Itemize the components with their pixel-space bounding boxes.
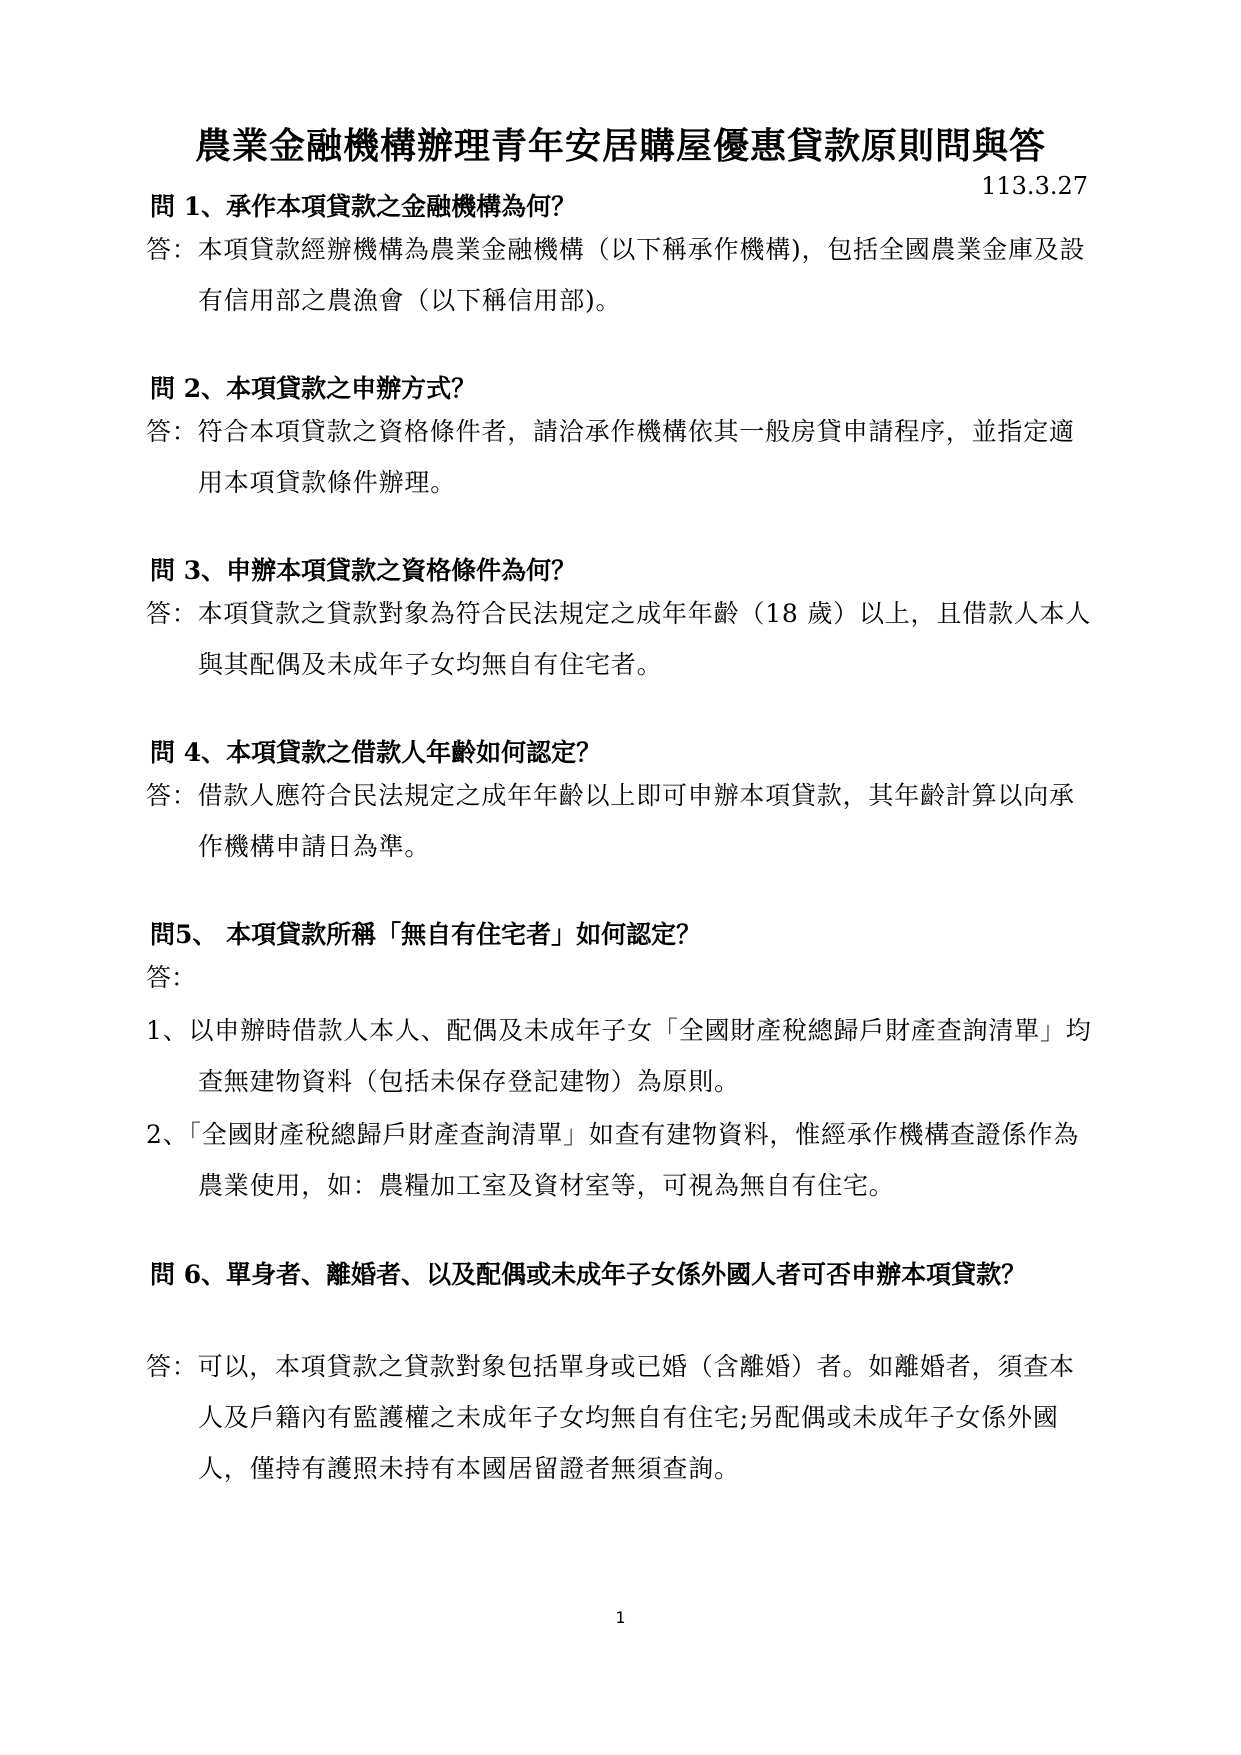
- answer-4: 答：借款人應符合民法規定之成年年齡以上即可申辦本項貸款，其年齡計算以向承作機構申請日為準。: [146, 781, 1075, 861]
- answer-6: 答：可以，本項貸款之貸款對象包括單身或已婚（含離婚）者。如離婚者，須查本人及戶籍內有監護權之未成年子女均無自有住宅;另配偶或未成年子女係外國人，僅持有護照未持有本國居留證者無須查詢。: [146, 1352, 1075, 1483]
- question-1: 問 1、承作本項貸款之金融機構為何？: [150, 192, 577, 221]
- answer-5-item-1: 1、以申辦時借款人本人、配偶及未成年子女「全國財產稅總歸戶財產查詢清單」均查無建物資料（包括未保存登記建物）為原則。: [146, 1016, 1092, 1096]
- question-3: 問 3、申辦本項貸款之資格條件為何？: [150, 556, 577, 585]
- question-6: 問 6、單身者、離婚者、以及配偶或未成年子女係外國人者可否申辦本項貸款？: [150, 1260, 1027, 1289]
- question-5: 問5、 本項貸款所稱「無自有住宅者」如何認定？: [150, 920, 702, 949]
- answer-2: 答：符合本項貸款之資格條件者，請洽承作機構依其一般房貸申請程序，並指定適用本項貸款條件辦理。: [146, 417, 1075, 497]
- answer-1: 答：本項貸款經辦機構為農業金融機構（以下稱承作機構)，包括全國農業金庫及設有信用部之農漁會（以下稱信用部)。: [146, 235, 1086, 315]
- document-title: 農業金融機構辦理青年安居購屋優惠貸款原則問與答: [194, 125, 1046, 167]
- answer-3: 答：本項貸款之貸款對象為符合民法規定之成年年齡（18 歲）以上，且借款人本人與其配偶及未成年子女均無自有住宅者。: [146, 599, 1092, 679]
- document-date: 113.3.27: [981, 172, 1088, 200]
- question-2: 問 2、本項貸款之申辦方式？: [150, 374, 477, 403]
- question-4: 問 4、本項貸款之借款人年齡如何認定？: [150, 738, 602, 767]
- answer-5-label: 答：: [146, 963, 197, 992]
- answer-5-item-2: 2、「全國財產稅總歸戶財產查詢清單」如查有建物資料，惟經承作機構查證係作為農業使用，如：農糧加工室及資材室等，可視為無自有住宅。: [146, 1120, 1080, 1200]
- page-number: 1: [615, 1608, 626, 1627]
